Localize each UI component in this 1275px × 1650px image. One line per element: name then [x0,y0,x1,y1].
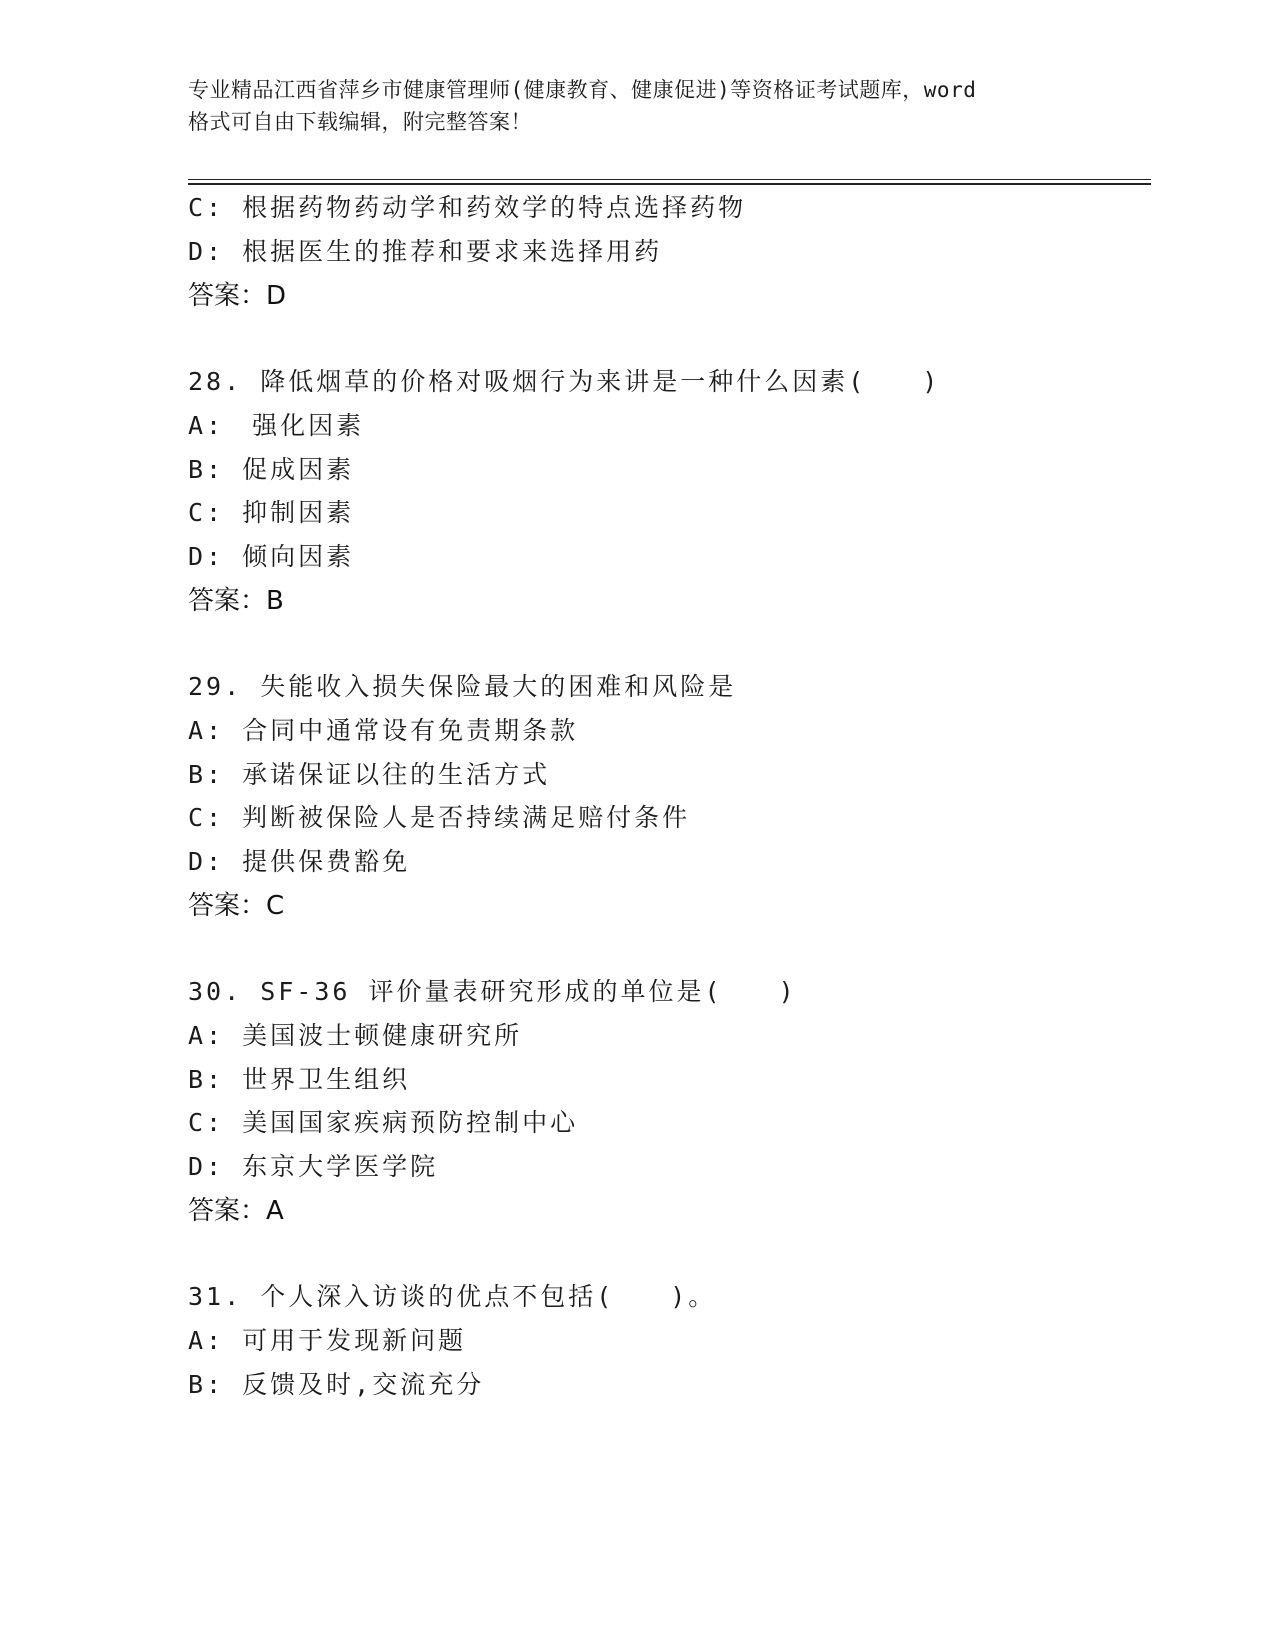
option-d: D: 提供保费豁免 [188,847,411,876]
answer-line: 答案：D [188,281,287,311]
header-divider-thin [188,179,1151,180]
option-a: A: 强化因素 [188,411,365,440]
option-c: C: 美国国家疾病预防控制中心 [188,1108,579,1137]
option-b: B: 世界卫生组织 [188,1065,411,1094]
question-31: 31. 个人深入访谈的优点不包括( )。 [188,1282,717,1311]
question-30: 30. SF-36 评价量表研究形成的单位是( ) [188,977,797,1006]
option-c: C: 根据药物药动学和药效学的特点选择药物 [188,193,747,222]
option-a: A: 可用于发现新问题 [188,1326,467,1355]
option-b: B: 促成因素 [188,455,355,484]
option-d: D: 倾向因素 [188,542,355,571]
option-b: B: 承诺保证以往的生活方式 [188,760,551,789]
answer-line: 答案：A [188,1196,284,1226]
option-c: C: 抑制因素 [188,498,355,527]
option-d: D: 东京大学医学院 [188,1152,439,1181]
question-28: 28. 降低烟草的价格对吸烟行为来讲是一种什么因素( ) [188,367,941,396]
option-a: A: 合同中通常设有免责期条款 [188,716,579,745]
option-a: A: 美国波士顿健康研究所 [188,1021,523,1050]
option-d: D: 根据医生的推荐和要求来选择用药 [188,237,663,266]
question-29: 29. 失能收入损失保险最大的困难和风险是 [188,672,737,701]
answer-line: 答案：B [188,586,284,616]
answer-line: 答案：C [188,891,285,921]
header-line-2: 格式可自由下载编辑，附完整答案！ [188,110,532,134]
header-line-1: 专业精品江西省萍乡市健康管理师(健康教育、健康促进)等资格证考试题库，word [188,78,977,102]
header-divider-thick [188,183,1151,185]
option-b: B: 反馈及时,交流充分 [188,1370,485,1399]
option-c: C: 判断被保险人是否持续满足赔付条件 [188,803,691,832]
document-header [188,74,1098,138]
